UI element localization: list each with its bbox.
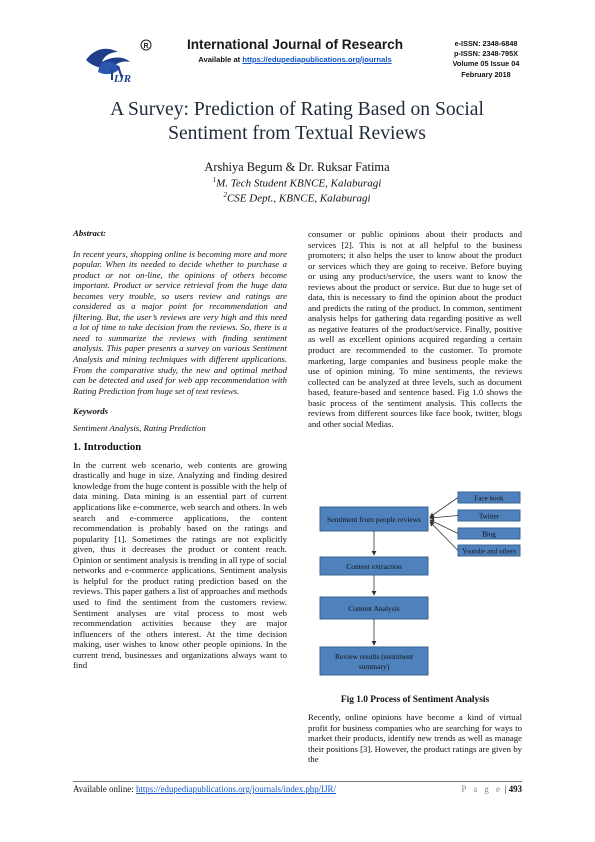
left-column	[73, 228, 287, 671]
sentiment-reviews-label: Sentiment from people reviews	[327, 515, 421, 524]
content-extraction-label: Content extraction	[346, 562, 402, 571]
paper-authors: Arshiya Begum & Dr. Ruksar Fatima	[204, 160, 390, 174]
sentiment-process-figure	[312, 485, 522, 685]
abstract-heading: Abstract:	[73, 228, 107, 238]
footer-divider	[73, 781, 522, 782]
paper-title-line-2: Sentiment from Textual Reviews	[168, 123, 426, 144]
source-label-facebook: Face book	[474, 494, 504, 503]
footer-available-label: Available online:	[73, 784, 134, 794]
right-column-after-figure-text: Recently, online opinions have become a kind of virtual profit for business companies who are searching for ways to market their products, identify new trends as well as manage their positions [3]. However, the product ratings are given by the	[308, 712, 522, 765]
issn-block	[446, 39, 526, 80]
affiliation-2-marker: 2	[223, 191, 227, 199]
abstract-text: In recent years, shopping online is becoming more and more popular. When its needed to decide whether to purchase a product or not on-line, the opinions of others become important. Product or service retrieval from the huge data becomes very trouble, so users review and ratings are considered as a major point for recommendation and filtering. But, the user’s reviews are very high and this need a lot of time to take decision from the reviews. So, there is a need to summarize the reviews with finding sentiment analysis. This paper presents a survey on various Sentiment Analysis and mining techniques with different applications. From the comparative study, the new and optimal method can be detected and used for web app recommendation with Rating Prediction from huge set of text reviews.	[73, 248, 287, 396]
right-column-text: consumer or public opinions about their products and services [2]. This is not at all helpful to the business promoters; it also helps the user to know about the product or services which they are going to receive. Before buying or using any product/service, the users want to know the reviews about the product or service. But due to huge set of data, this is necessary to find the opinion about the product and predicts the rating of the product. In common, sentiment analysis helps for gathering data regarding positive as well as negative features of the product/service. Finally, positive as well as excellent opinions acquired regarding a certain product are recommended to the customer. To promote marketing, large companies and business people make the use of opinion mining. To mine sentiments, the reviews collected can be analyzed at three levels, such as document based, feature-based and sentence based. Fig 1.0 shows the basic process of the sentiment analysis. This collects the reviews from different sources like face book, twitter, blogs and other social Medias.	[308, 229, 522, 429]
p-issn: p-ISSN: 2348-795X	[453, 49, 519, 59]
content-analysis-label: Content Analysis	[348, 604, 400, 613]
volume-issue: Volume 05 Issue 04	[452, 59, 520, 69]
issue-date: February 2018	[461, 69, 511, 79]
keywords-heading: Keywords	[73, 406, 108, 417]
svg-text:R: R	[143, 43, 149, 50]
e-issn: e-ISSN: 2348-6848	[454, 39, 518, 48]
right-column	[308, 229, 522, 429]
source-arrows	[430, 498, 458, 551]
footer-url-link[interactable]: https://edupediapublications.org/journals/index.php/IJR/	[135, 784, 336, 794]
affiliation-1	[60, 176, 534, 190]
source-label-youtube: Youtube and others	[461, 547, 517, 556]
journal-url-link[interactable]: https://edupediapublications.org/journals	[242, 55, 392, 64]
paper-title-line-1: A Survey: Prediction of Rating Based on Social	[110, 99, 484, 120]
affiliation-2	[60, 191, 534, 205]
source-label-twitter: Twitter	[478, 512, 500, 521]
affiliation-1-text: M. Tech Student KBNCE, Kalaburagi	[216, 177, 382, 190]
figure-caption: Fig 1.0 Process of Sentiment Analysis	[340, 695, 490, 705]
journal-availability	[140, 55, 450, 64]
keywords-text: Sentiment Analysis, Rating Prediction	[73, 422, 206, 433]
source-label-blog: Blog	[482, 530, 496, 539]
affiliation-1-marker: 1	[212, 176, 217, 184]
page-indicator	[440, 784, 522, 794]
introduction-text: In the current web scenario, web contents are growing drastically and huge in size. Analyzing and finding desired knowledge from the huge content is possible with the help of data mining. Data mining is an essential part of current applications like e-commerce, web search and others. In web search and e-commerce applications, the content recommendation is probably based on the ratings and popularity [1]. Sometimes the ratings are not explicitly given, thus it decreases the product or content reach. Opinion or sentiment analysis is trending in all type of social networks and e-commerce applications. Sentiment analysis is helpful for the product rating prediction based on the reviews. This paper gathers a list of approaches and methods used to find the sentiment from the customers review. Sentiment analyses are vital process to most web recommendation activities because they are major influencers of the others interest. At the time decision making, user wishes to know other people opinions. In the current trend, businesses and organizations always want to find	[73, 459, 287, 671]
page-separator: |	[504, 784, 507, 794]
journal-title: International Journal of Research	[186, 37, 404, 52]
review-results-label-1: Review results (sentiment	[335, 652, 413, 661]
available-prefix: Available at	[198, 55, 241, 64]
page-label: P a g e	[461, 784, 503, 794]
footer-availability	[73, 784, 336, 794]
introduction-heading: 1. Introduction	[73, 442, 142, 454]
page-number: 493	[508, 784, 522, 794]
logo-text: IJR	[114, 73, 132, 85]
review-results-label-2: summary)	[358, 662, 390, 671]
affiliation-2-text: CSE Dept., KBNCE, Kalaburagi	[226, 192, 371, 205]
paper-title	[60, 98, 534, 146]
right-column-continued	[308, 712, 522, 765]
process-diagram	[312, 485, 522, 685]
